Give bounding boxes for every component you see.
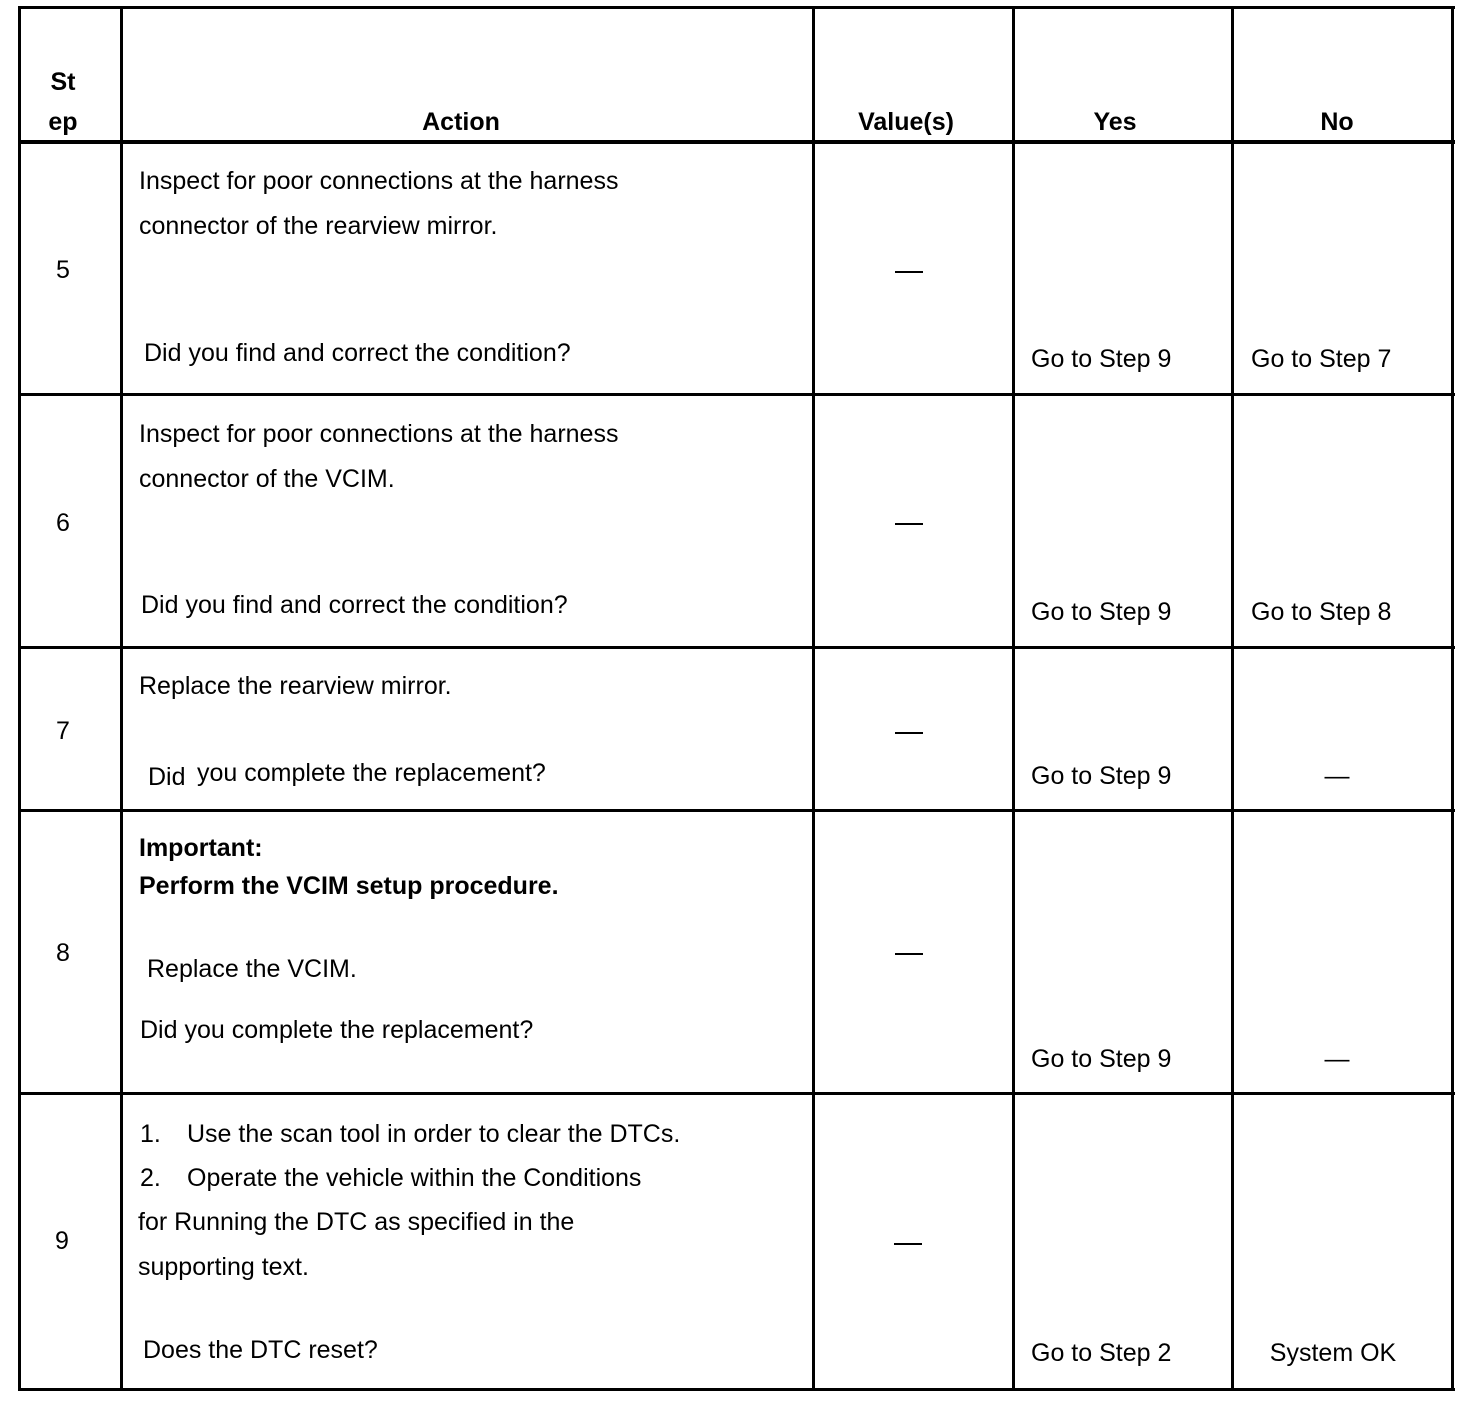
no-result: — <box>1324 762 1350 790</box>
value-dash <box>895 523 923 525</box>
no-result: Go to Step 8 <box>1251 598 1392 626</box>
row-divider-5-6 <box>18 393 1455 396</box>
action-question: Does the DTC reset? <box>143 1336 378 1364</box>
list-item-number: 1. <box>140 1120 161 1148</box>
step-number: 5 <box>56 256 70 284</box>
yes-result: Go to Step 9 <box>1031 345 1172 373</box>
yes-result: Go to Step 2 <box>1031 1339 1172 1367</box>
no-result: Go to Step 7 <box>1251 345 1392 373</box>
table-border-top <box>18 6 1455 9</box>
header-action: Action <box>422 108 500 136</box>
row-divider-7-8 <box>18 809 1455 812</box>
row-divider-6-7 <box>18 646 1455 649</box>
column-divider-step-action <box>120 6 123 1391</box>
list-item-text: Use the scan tool in order to clear the DTCs. <box>187 1120 681 1148</box>
action-question: Did you find and correct the condition? <box>141 591 568 619</box>
value-dash <box>895 271 923 273</box>
row-divider-8-9 <box>18 1092 1455 1095</box>
column-divider-value-yes <box>1012 6 1015 1391</box>
header-values: Value(s) <box>858 108 954 136</box>
action-line: Inspect for poor connections at the harness <box>139 420 619 448</box>
header-step-line2: ep <box>48 108 78 136</box>
step-number: 6 <box>56 509 70 537</box>
header-step-line1: St <box>50 68 76 96</box>
action-question: Did you find and correct the condition? <box>144 339 571 367</box>
step-number: 8 <box>56 939 70 967</box>
important-note: Perform the VCIM setup procedure. <box>139 872 559 900</box>
header-yes: Yes <box>1093 108 1137 136</box>
action-question: Did you complete the replacement? <box>140 1016 534 1044</box>
table-header-divider <box>18 140 1455 144</box>
table-border-right <box>1451 6 1454 1391</box>
table-border-bottom <box>18 1388 1455 1391</box>
step-number: 7 <box>56 717 70 745</box>
action-line: connector of the rearview mirror. <box>139 212 498 240</box>
action-line: connector of the VCIM. <box>139 465 395 493</box>
yes-result: Go to Step 9 <box>1031 1045 1172 1073</box>
list-item-text: Operate the vehicle within the Conditions <box>187 1164 642 1192</box>
action-question-prefix: Did <box>148 763 186 791</box>
value-dash <box>895 953 923 955</box>
value-dash <box>895 732 923 734</box>
list-item-number: 2. <box>140 1164 161 1192</box>
table-border-left <box>18 6 21 1391</box>
column-divider-yes-no <box>1231 6 1234 1391</box>
list-item-continuation: for Running the DTC as specified in the <box>138 1208 575 1236</box>
no-result: System OK <box>1269 1339 1397 1367</box>
yes-result: Go to Step 9 <box>1031 598 1172 626</box>
header-no: No <box>1320 108 1354 136</box>
important-label: Important: <box>139 834 263 862</box>
action-question: you complete the replacement? <box>197 759 546 787</box>
action-line: Replace the rearview mirror. <box>139 672 452 700</box>
list-item-continuation: supporting text. <box>138 1253 309 1281</box>
column-divider-action-value <box>812 6 815 1391</box>
action-line: Inspect for poor connections at the harness <box>139 167 619 195</box>
value-dash <box>894 1243 922 1245</box>
no-result: — <box>1324 1045 1350 1073</box>
step-number: 9 <box>55 1227 69 1255</box>
yes-result: Go to Step 9 <box>1031 762 1172 790</box>
action-line: Replace the VCIM. <box>147 955 357 983</box>
